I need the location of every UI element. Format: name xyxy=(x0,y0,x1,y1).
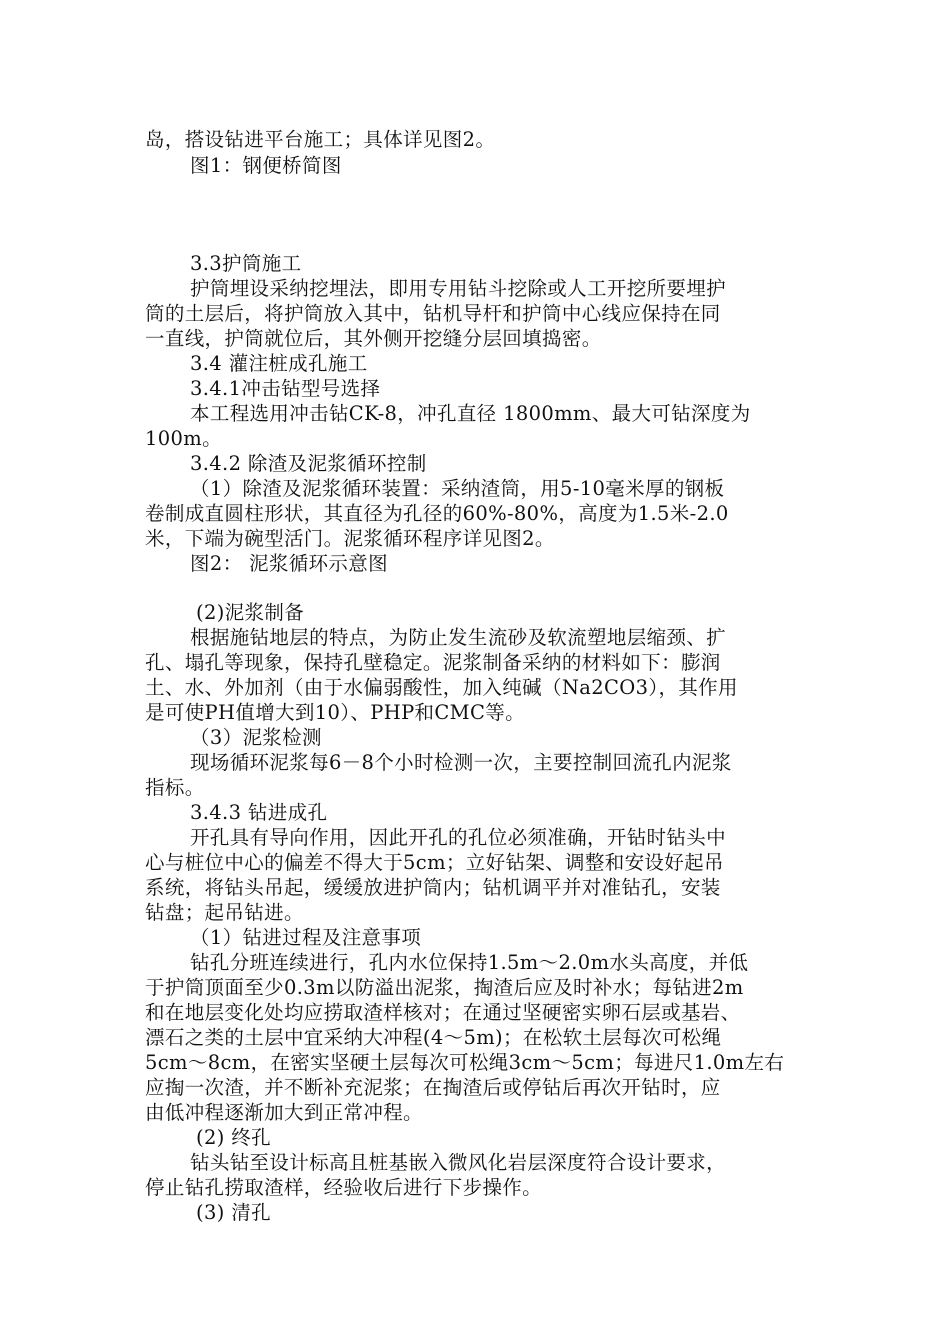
section-heading: 3.3护筒施工 xyxy=(190,252,302,275)
body-text-line: 根据施钻地层的特点，为防止发生流砂及软流塑地层缩颈、扩 xyxy=(190,626,726,649)
body-text-line: 系统，将钻头吊起，缓缓放进护筒内；钻机调平并对准钻孔，安装 xyxy=(145,876,721,899)
body-text-line: 现场循环泥浆每6－8个小时检测一次，主要控制回流孔内泥浆 xyxy=(190,751,732,774)
item-heading: （3）泥浆检测 xyxy=(190,726,322,749)
body-text-line: 于护筒顶面至少0.3m以防溢出泥浆，掏渣后应及时补水；每钻进2m xyxy=(145,976,744,999)
subsection-heading: 3.4.2 除渣及泥浆循环控制 xyxy=(190,452,427,475)
item-heading: (3) 清孔 xyxy=(196,1201,271,1224)
figure-caption: 图2： 泥浆循环示意图 xyxy=(190,552,388,575)
item-heading: (2) 终孔 xyxy=(196,1126,271,1149)
body-text-line: 停止钻孔捞取渣样，经验收后进行下步操作。 xyxy=(145,1176,543,1199)
body-text-line: 孔、塌孔等现象，保持孔壁稳定。泥浆制备采纳的材料如下：膨润 xyxy=(145,651,721,674)
section-heading: 3.4 灌注桩成孔施工 xyxy=(190,352,368,375)
body-text-line: 由低冲程逐渐加大到正常冲程。 xyxy=(145,1101,423,1124)
body-text-line: 筒的土层后，将护筒放入其中，钻机导杆和护筒中心线应保持在同 xyxy=(145,302,721,325)
body-text-line: 指标。 xyxy=(145,776,205,799)
item-heading: （1）钻进过程及注意事项 xyxy=(190,926,422,949)
body-text-line: 5cm～8cm，在密实坚硬土层每次可松绳3cm～5cm；每进尺1.0m左右 xyxy=(145,1051,785,1074)
body-text-line: 米，下端为碗型活门。泥浆循环程序详见图2。 xyxy=(145,527,555,550)
body-text-line: 100m。 xyxy=(145,427,222,450)
body-text-line: 护筒埋设采纳挖埋法，即用专用钻斗挖除或人工开挖所要埋护 xyxy=(190,277,726,300)
body-text-line: 本工程选用冲击钻CK-8，冲孔直径 1800mm、最大可钻深度为 xyxy=(190,402,751,425)
body-text-line: 卷制成直圆柱形状，其直径为孔径的60%-80%，高度为1.5米-2.0 xyxy=(145,502,729,525)
body-text-line: （1）除渣及泥浆循环装置：采纳渣筒，用5-10毫米厚的钢板 xyxy=(190,477,725,500)
subsection-heading: 3.4.1冲击钻型号选择 xyxy=(190,377,381,400)
item-heading: (2)泥浆制备 xyxy=(196,601,305,624)
subsection-heading: 3.4.3 钻进成孔 xyxy=(190,801,328,824)
body-text-line: 土、水、外加剂（由于水偏弱酸性，加入纯碱（Na2CO3），其作用 xyxy=(145,676,738,699)
body-text-line: 是可使PH值增大到10）、PHP和CMC等。 xyxy=(145,701,525,724)
body-text-line: 心与桩位中心的偏差不得大于5cm；立好钻架、调整和安设好起吊 xyxy=(145,851,724,874)
figure-caption: 图1：钢便桥简图 xyxy=(190,154,342,177)
body-text-line: 漂石之类的土层中宜采纳大冲程(4～5m)；在松软土层每次可松绳 xyxy=(145,1026,722,1049)
body-text-line: 和在地层变化处均应捞取渣样核对；在通过坚硬密实卵石层或基岩、 xyxy=(145,1001,741,1024)
body-text-line: 钻盘；起吊钻进。 xyxy=(145,901,304,924)
body-text-line: 一直线，护筒就位后，其外侧开挖缝分层回填捣密。 xyxy=(145,327,602,350)
body-text-line: 应掏一次渣，并不断补充泥浆；在掏渣后或停钻后再次开钻时，应 xyxy=(145,1076,721,1099)
body-text-line: 钻头钻至设计标高且桩基嵌入微风化岩层深度符合设计要求， xyxy=(190,1151,726,1174)
body-text-line: 岛，搭设钻进平台施工；具体详见图2。 xyxy=(145,128,496,151)
body-text-line: 开孔具有导向作用，因此开孔的孔位必须准确，开钻时钻头中 xyxy=(190,826,726,849)
body-text-line: 钻孔分班连续进行，孔内水位保持1.5m～2.0m水头高度，并低 xyxy=(190,951,749,974)
